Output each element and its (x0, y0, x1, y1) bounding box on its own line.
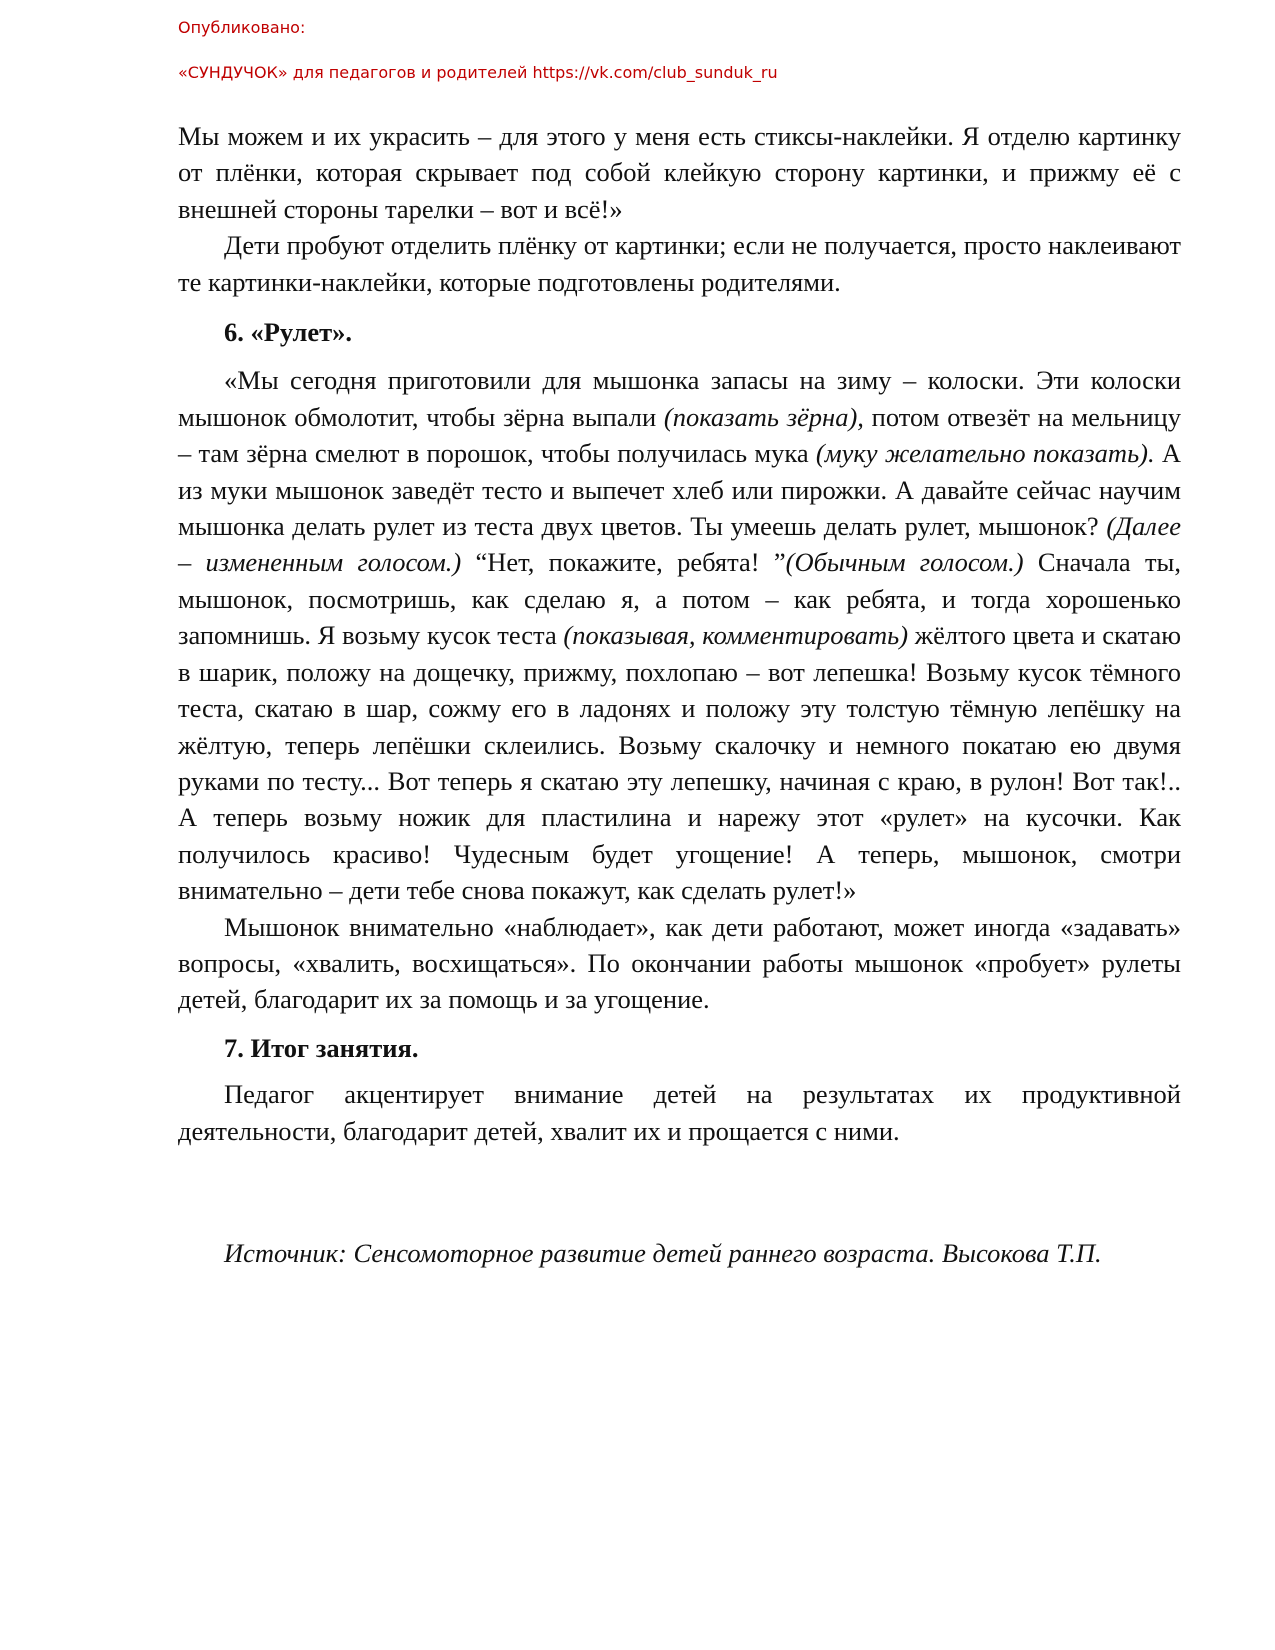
remark-show-grains: (показать зёрна), (663, 401, 864, 432)
document-body (178, 118, 1181, 1271)
remark-normal-voice: (Обычным голосом.) (785, 547, 1024, 578)
published-label: Опубликовано: (178, 18, 306, 37)
paragraph-mouse-watches: Мышонок внимательно «наблюдает», как дети работают, может иногда «задавать» вопросы, «хвалить, восхищаться». По окончании работы мышонок «пробует» рулеты детей, благодарит их за помощь и за угощение. (178, 911, 1181, 1015)
paragraph-roll-instructions: «Мы сегодня приготовили для мышонка запасы на зиму – колоски. Эти колоски мышонок обмолотит, чтобы зёрна выпали (показать зёрна), потом отвезёт на мельницу – там зёрна смелют в порошок, чтобы получилась мука (муку желательно показать). А из муки мышонок заведёт тесто и выпечет хлеб или пирожки. А давайте сейчас научим мышонка делать рулет из теста двух цветов. Ты умеешь делать рулет, мышонок? (Далее – измененным голосом.) “Нет, покажите, ребята! ”(Обычным голосом.) Сначала ты, мышонок, посмотришь, как сделаю я, а потом – как ребята, и тогда хорошенько запомнишь. Я возьму кусок теста (показывая, комментировать) жёлтого цвета и скатаю в шарик, положу на дощечку, прижму, похлопаю – вот лепешка! Возьму кусок тёмного теста, скатаю в шар, сожму его в ладонях и положу эту толстую тёмную лепёшку на жёлтую, теперь лепёшки склеились. Возьму скалочку и немного покатаю ею двумя руками по тесту... Вот теперь я скатаю эту лепешку, начиная с краю, в рулон! Вот так!.. А теперь возьму ножик для пластилина и нарежу этот «рулет» на кусочки. Как получилось красиво! Чудесным будет угощение! А теперь, мышонок, смотри внимательно – дети тебе снова покажут, как сделать рулет!» (178, 365, 1182, 906)
paragraph-summary: Педагог акцентирует внимание детей на результатах их продуктивной деятельности, благодарит детей, хвалит их и прощается с ними. (178, 1079, 1181, 1146)
remark-changed-voice: (Далее – измененным голосом.) (178, 511, 1181, 578)
paragraph-decorate: Мы можем и их украсить – для этого у меня есть стиксы-наклейки. Я отделю картинку от плёнки, которая скрывает под собой клейкую сторону картинки, и прижму её с внешней стороны тарелки – вот и всё!» (178, 121, 1181, 224)
section-heading-roll: 6. «Рулет». (224, 317, 353, 348)
publisher-link[interactable]: «СУНДУЧОК» для педагогов и родителей https://vk.com/club_sunduk_ru (178, 63, 778, 82)
paragraph-children-try: Дети пробуют отделить плёнку от картинки; если не получается, просто наклеивают те картинки-наклейки, которые подготовлены родителями. (178, 230, 1181, 297)
remark-commentary: (показывая, комментировать) (563, 620, 909, 651)
source-citation: Источник: Сенсомоторное развитие детей раннего возраста. Высокова Т.П. (224, 1237, 1102, 1268)
remark-show-flour: (муку желательно показать). (815, 438, 1155, 469)
section-heading-summary: 7. Итог занятия. (224, 1032, 419, 1063)
